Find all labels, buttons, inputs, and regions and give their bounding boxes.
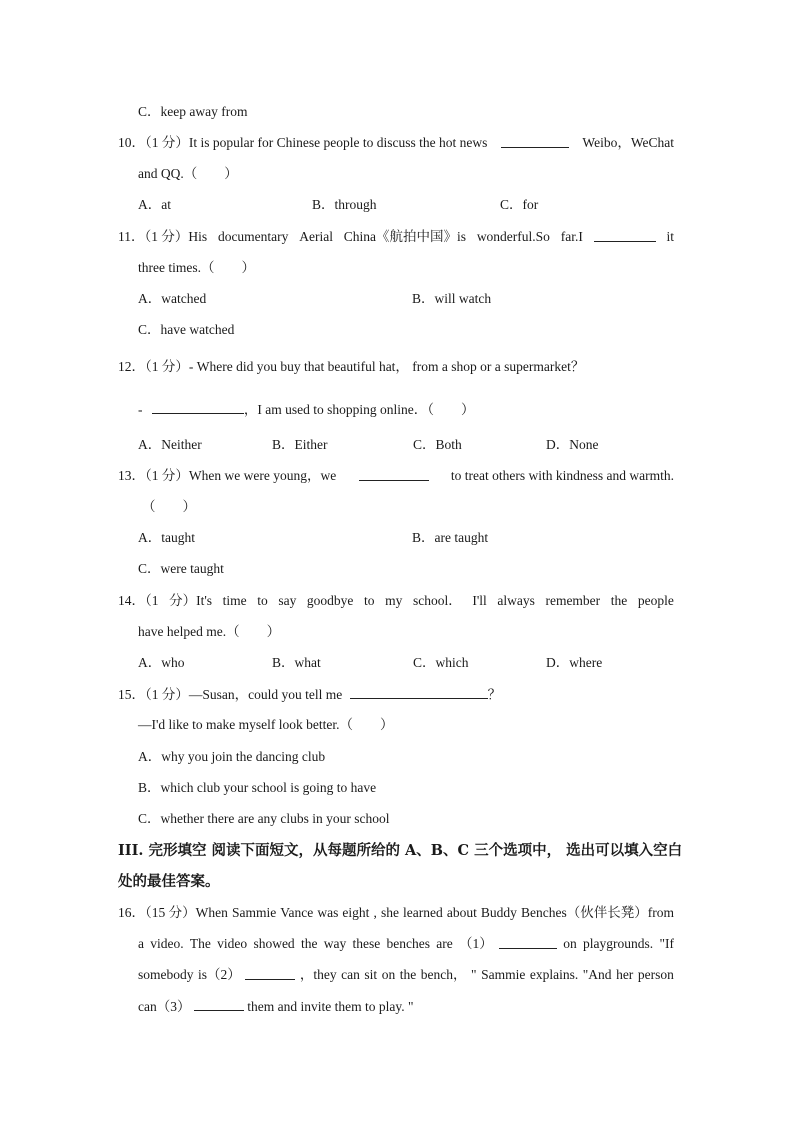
q12-option-b[interactable]: B．Either (272, 437, 328, 452)
q14-word: people (637, 593, 674, 608)
q14-word: remember (545, 593, 601, 608)
q16-word: video (217, 936, 248, 951)
q10-option-b[interactable]: B．through (312, 197, 377, 212)
q11-option-b[interactable]: B．will watch (412, 291, 492, 306)
q12-answer-blank[interactable] (152, 400, 244, 414)
q11-word: wonderful.So (476, 229, 550, 244)
q14-word: to (364, 593, 375, 608)
q11-word: documentary (217, 229, 289, 244)
q16-passage-line3 (138, 966, 674, 984)
q16-word: Buddy (480, 905, 517, 920)
q15-answer-blank[interactable] (350, 685, 488, 699)
q14-word: 14．（1 (118, 593, 159, 608)
q12-stem-line1: 12．（1 分）- Where did you buy that beautiful hat， from a shop or a supermarket？ (118, 359, 585, 374)
q16-word: about (446, 905, 477, 920)
q9-option-c: C．keep away from (138, 104, 248, 119)
q16-word: （1） (459, 936, 493, 951)
q13-option-b[interactable]: B．are taught (412, 530, 489, 545)
q15-option-a[interactable]: A．why you join the dancing club (138, 749, 326, 764)
q16-word: showed (253, 936, 295, 951)
q16-word: " (471, 967, 477, 982)
q15-question-mark: ？ (487, 687, 502, 702)
q14-word: school． (412, 593, 462, 608)
q16-word: on (563, 936, 577, 951)
q16-text: them and invite them to play. " (247, 999, 414, 1014)
q11-word: far.I (560, 229, 583, 244)
q12-stem-text: ，I am used to shopping online．（ ） (243, 402, 475, 417)
q16-blank-2[interactable] (245, 966, 295, 980)
q10-stem-line1 (118, 134, 674, 152)
q16-word: Vance (280, 905, 314, 920)
q14-word: time (222, 593, 247, 608)
q16-passage-line1 (118, 904, 674, 922)
q14-option-a[interactable]: A．who (138, 655, 185, 670)
q16-word: was (317, 905, 339, 920)
q16-word: "And (582, 967, 612, 982)
q11-word: Aerial (299, 229, 333, 244)
q16-word: Benches（伙伴长凳）from (521, 905, 674, 920)
q13-option-a[interactable]: A．taught (138, 530, 195, 545)
q11-option-a[interactable]: A．watched (138, 291, 207, 306)
q16-word: learned (403, 905, 443, 920)
q16-word: somebody (138, 967, 194, 982)
q10-stem-line2: and QQ.（ ） (138, 166, 238, 181)
q14-word: I'll (472, 593, 487, 608)
q16-passage-line2 (138, 935, 674, 953)
q14-word: to (257, 593, 268, 608)
q16-word: 16．（15 分）When (118, 905, 228, 920)
q14-word: 分）It's (169, 593, 213, 608)
q13-stem-line2: （ ） (142, 499, 196, 514)
q16-word: "If (659, 936, 674, 951)
q14-word: goodbye (306, 593, 354, 608)
q12-stem-line2 (138, 400, 474, 419)
q15-stem-line2: —I'd like to make myself look better.（ ） (138, 717, 394, 732)
q13-stem-text: 13．（1 分）When we were young，we (118, 468, 337, 483)
q13-stem-line1 (118, 467, 674, 485)
q14-stem-line2: have helped me.（ ） (138, 624, 281, 639)
q16-word: bench， (420, 967, 467, 982)
q10-stem-text-end: Weibo，WeChat (582, 135, 674, 150)
q16-word: the (300, 936, 318, 951)
q15-stem-text: 15．（1 分）—Susan，could you tell me (118, 687, 343, 702)
q15-stem-line1 (118, 685, 501, 704)
q16-word: her (616, 967, 634, 982)
q16-word: explains. (529, 967, 579, 982)
section-heading-line1: III. 完形填空 阅读下面短文，从每题所给的 A、B、C 三个选项中， 选出可以填入空白 (118, 842, 683, 859)
q16-passage-line4 (138, 997, 413, 1016)
q14-word: the (610, 593, 628, 608)
q16-word: the (399, 967, 417, 982)
q14-word: always (497, 593, 535, 608)
q16-word: eight (342, 905, 370, 920)
q16-word: video. (150, 936, 184, 951)
q16-blank-1[interactable] (499, 935, 557, 949)
q14-stem-line1 (118, 592, 674, 610)
q16-word: can (341, 967, 360, 982)
q10-option-a[interactable]: A．at (138, 197, 171, 212)
q16-word: Sammie (481, 967, 526, 982)
q12-option-d[interactable]: D．None (546, 437, 599, 452)
q14-word: say (278, 593, 297, 608)
q10-option-c[interactable]: C．for (500, 197, 539, 212)
q13-option-c[interactable]: C．were taught (138, 561, 224, 576)
q14-option-c[interactable]: C．which (413, 655, 469, 670)
q15-option-b[interactable]: B．which club your school is going to have (138, 780, 377, 795)
q11-word: it (666, 229, 674, 244)
q16-word: person (637, 967, 674, 982)
q16-word: a (138, 936, 144, 951)
q16-word: The (189, 936, 211, 951)
q16-word: ，they (299, 967, 337, 982)
q16-word: she (380, 905, 399, 920)
q15-option-c[interactable]: C．whether there are any clubs in your school (138, 811, 390, 826)
q16-text: can（3） (138, 999, 191, 1014)
q11-answer-blank[interactable] (594, 228, 656, 242)
q10-stem-text: 10．（1 分）It is popular for Chinese people to discuss the hot news (118, 135, 488, 150)
q11-option-c[interactable]: C．have watched (138, 322, 235, 337)
q12-dash: - (138, 402, 143, 417)
q16-word: these (352, 936, 381, 951)
q11-stem-line1 (118, 228, 674, 246)
q12-option-a[interactable]: A．Neither (138, 437, 202, 452)
q14-option-d[interactable]: D．where (546, 655, 603, 670)
q13-stem-text-end: to treat others with kindness and warmth. (450, 468, 674, 483)
q16-word: sit (364, 967, 378, 982)
q11-stem-line2: three times.（ ） (138, 260, 255, 275)
q16-word: , (373, 905, 377, 920)
q16-word: way (323, 936, 347, 951)
q10-answer-blank[interactable] (501, 134, 569, 148)
q11-word: 11．（1 分）His (118, 229, 208, 244)
q16-word: are (436, 936, 453, 951)
section-heading-line2: 处的最佳答案。 (118, 873, 220, 890)
q13-answer-blank[interactable] (359, 467, 429, 481)
q11-word: China《航拍中国》is (343, 229, 467, 244)
q16-word: Sammie (231, 905, 277, 920)
q16-word: on (381, 967, 396, 982)
q14-option-b[interactable]: B．what (272, 655, 321, 670)
q16-blank-3[interactable] (194, 997, 244, 1011)
q14-word: my (385, 593, 403, 608)
q16-word: playgrounds. (583, 936, 654, 951)
q16-word: is（2） (198, 967, 241, 982)
q16-word: benches (386, 936, 430, 951)
q12-option-c[interactable]: C．Both (413, 437, 462, 452)
